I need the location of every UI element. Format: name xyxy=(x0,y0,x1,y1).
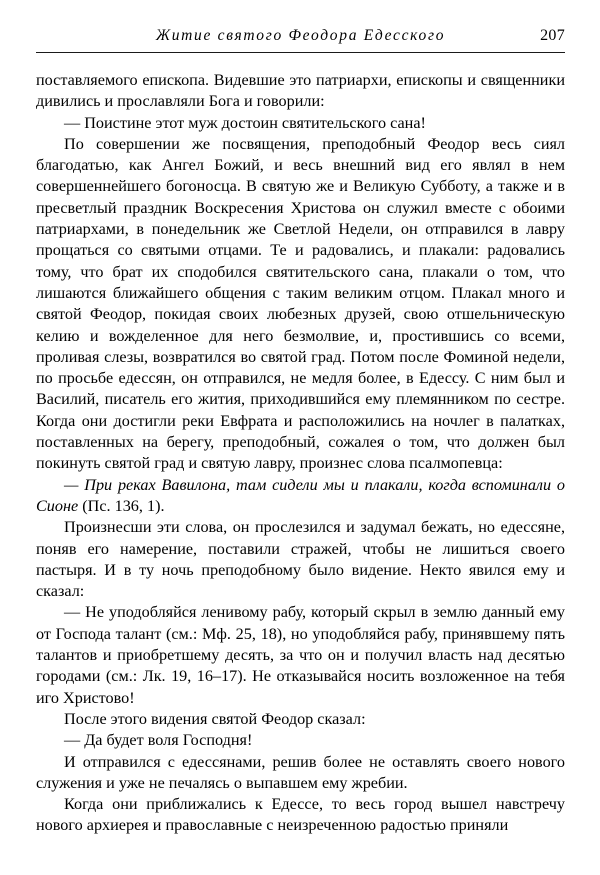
paragraph-psalm-quote xyxy=(36,475,565,518)
page-number: 207 xyxy=(540,27,565,44)
talents-segment-2: , но уподобляйся рабу, принявшему пять талантов и приобретшему десять, за что он и получил власть над десятью городами xyxy=(36,624,565,686)
luke-citation: (см.: Лк. 19, 16–17) xyxy=(100,667,243,686)
paragraph-dialogue-gods-will: — Да будет воля Господня! xyxy=(64,731,253,750)
body-text-block xyxy=(36,70,565,837)
running-head-title: Житие святого Феодора Едесского xyxy=(155,27,446,44)
running-head xyxy=(36,26,565,52)
paragraph-dialogue-talents xyxy=(36,602,565,708)
talents-segment-1: — Не уподобляйся ленивому рабу, который скрыл в землю данный ему от Господа талант xyxy=(36,603,565,643)
quote-dash: — xyxy=(64,475,79,494)
paragraph-after-vision: После этого видения святой Феодор сказал: xyxy=(64,709,366,728)
paragraph-continued-bishop: поставляемого епископа. Видевшие это патриархи, епископы и священники дивились и прославляли Бога и говорили: xyxy=(36,71,565,111)
paragraph-guards-vision: Произнесши эти слова, он прослезился и задумал бежать, но едессяне, поняв его намерение, поставили стражей, чтобы не лишиться своего пастыря. И в ту ночь преподобному было видение. Некто явился ему и сказал: xyxy=(36,518,565,601)
paragraph-approaching-edessa: Когда они приближались к Едессе, то весь город вышел навстречу нового архиерея и православные с неизреченною радостью приняли xyxy=(36,795,565,835)
paragraph-departed-with-edessans: И отправился с едессянами, решив более не оставлять своего нового служения и уже не печалясь о выпавшем ему жребии. xyxy=(36,752,565,792)
psalm-quote-text: При реках Вавилона, там сидели мы и плакали, когда вспоминали о Сионе xyxy=(36,475,565,515)
talents-segment-3: . Не отказывайся носить возложенное на тебя иго Христово! xyxy=(36,667,565,707)
matthew-citation: (см.: Мф. 25, 18) xyxy=(161,624,283,643)
psalm-citation: (Пс. 136, 1). xyxy=(78,496,165,515)
paragraph-dialogue-truly-worthy: — Поистине этот муж достоин святительского сана! xyxy=(64,113,426,132)
paragraph-consecration: По совершении же посвящения, преподобный Феодор весь сиял благодатью, как Ангел Божий, и весь внешний вид его являл в нем совершеннейшего богоносца. В святую же и Великую Субботу, а также и в пресветлый праздник Воскресения Христова он служил вместе с обоими патриархами, в понедельник же Светлой Недели, он отправился в лавру прощаться со святыми отцами. Те и радовались, и плакали: радовались тому, что брат их сподобился святительского сана, плакали о том, что лишаются ближайшего общения с таким великим отцом. Плакал много и святой Феодор, покидая своих любезных друзей, свою отшельническую келию и вожделенное для него безмолвие, и, простившись со всеми, проливая слезы, возвратился во святой град. Потом после Фоминой недели, по просьбе едессян, он отправился, не медля более, в Едессу. С ним был и Василий, писатель его жития, приходившийся ему племянником по сестре. Когда они достигли реки Евфрата и расположились на ночлег в палатках, поставленных на берегу, преподобный, сожалея о том, что должен был покинуть святой град и святую лавру, произнес слова псалмопевца: xyxy=(36,134,565,473)
header-rule xyxy=(36,52,565,53)
